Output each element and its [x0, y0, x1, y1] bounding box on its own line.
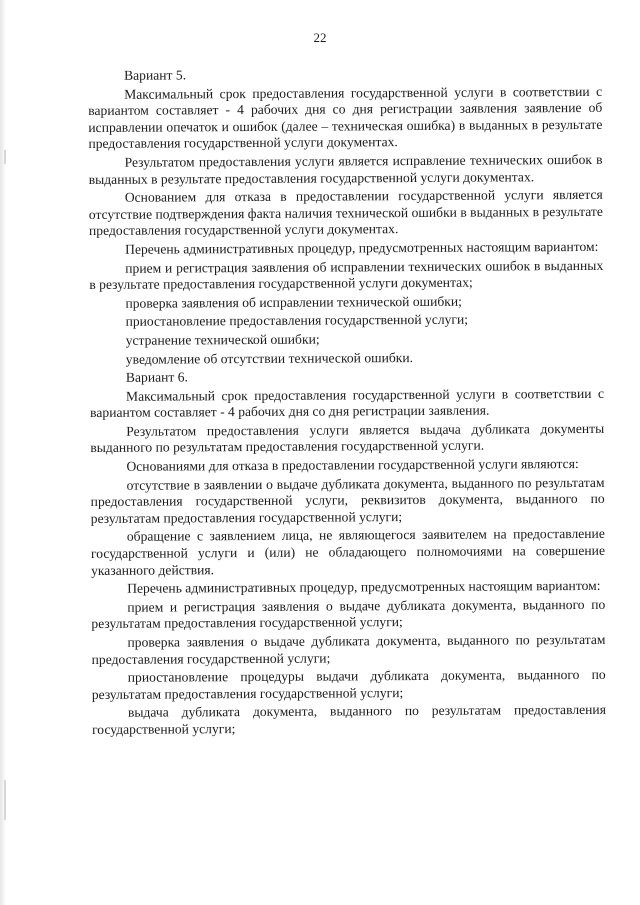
paragraph: Основаниями для отказа в предоставлении государственной услуги являются: — [126, 456, 579, 474]
paragraph: прием и регистрация заявления о выдаче дубликата документа, выданного по результатам предоставления государственной услуги; — [91, 596, 606, 632]
paragraph: Основанием для отказа в предоставлении государственной услуги является отсутствие подтверждения факта наличия технической ошибки в выданных в результате предоставления государственной услуги документах. — [88, 187, 603, 239]
scan-artifact — [4, 150, 6, 164]
list-item: уведомление об отсутствии технической ошибки. — [125, 349, 414, 367]
paragraph: прием и регистрация заявления об исправлении технических ошибок в выданных в результате предоставления государственной услуги документах; — [89, 257, 604, 293]
section-heading: Вариант 6. — [125, 369, 188, 385]
paragraph: отсутствие в заявлении о выдаче дубликата документа, выданного по результатам предоставления государственной услуги, реквизитов документа, выданного по результатам предоставления государственной услуги; — [90, 474, 605, 526]
paragraph: Результатом предоставления услуги является исправление технических ошибок в выданных в результате предоставления государственной услуги документах. — [88, 151, 603, 187]
paragraph: Результатом предоставления услуги является выдача дубликата документы выданного по результатам предоставления государственной услуги. — [90, 420, 605, 456]
list-item: проверка заявления об исправлении технической ошибки; — [125, 293, 462, 311]
document-body — [88, 65, 606, 741]
paragraph: выдача дубликата документа, выданного по результатам предоставления государственной услуги; — [91, 702, 606, 737]
paragraph: обращение с заявлением лица, не являющегося заявителем на предоставление государственной услуги и (или) не обладающего полномочиями на совершение указанного действия. — [90, 526, 606, 578]
page-number: 22 — [313, 30, 327, 45]
list-item: приостановление предоставления государственной услуги; — [125, 311, 469, 330]
section-heading: Вариант 5. — [123, 67, 187, 83]
paragraph: Перечень административных процедур, предусмотренных настоящим вариантом: — [127, 578, 601, 596]
paragraph: Перечень административных процедур, предусмотренных настоящим вариантом: — [125, 238, 599, 257]
scan-edge-shadow — [0, 0, 6, 905]
paragraph: приостановление процедуры выдачи дубликата документа, выданного по результатам предоставления государственной услуги; — [91, 667, 606, 702]
paragraph: проверка заявления о выдаче дубликата документа, выданного по результатам предоставления государственной услуги; — [91, 631, 606, 667]
paragraph: Максимальный срок предоставления государственной услуги в соответствии с вариантом составляет - 4 рабочих дня со дня регистрации заявления заявление об исправлении опечаток и ошибок (далее – техническая ошибка) в выданных в результате предоставления государственной услуги документах. — [88, 83, 603, 152]
list-item: устранение технической ошибки; — [125, 331, 320, 348]
scan-artifact — [4, 780, 6, 820]
paragraph: Максимальный срок предоставления государственной услуги в соответствии с вариантом составляет - 4 рабочих дня со дня регистрации заявления. — [90, 385, 605, 421]
